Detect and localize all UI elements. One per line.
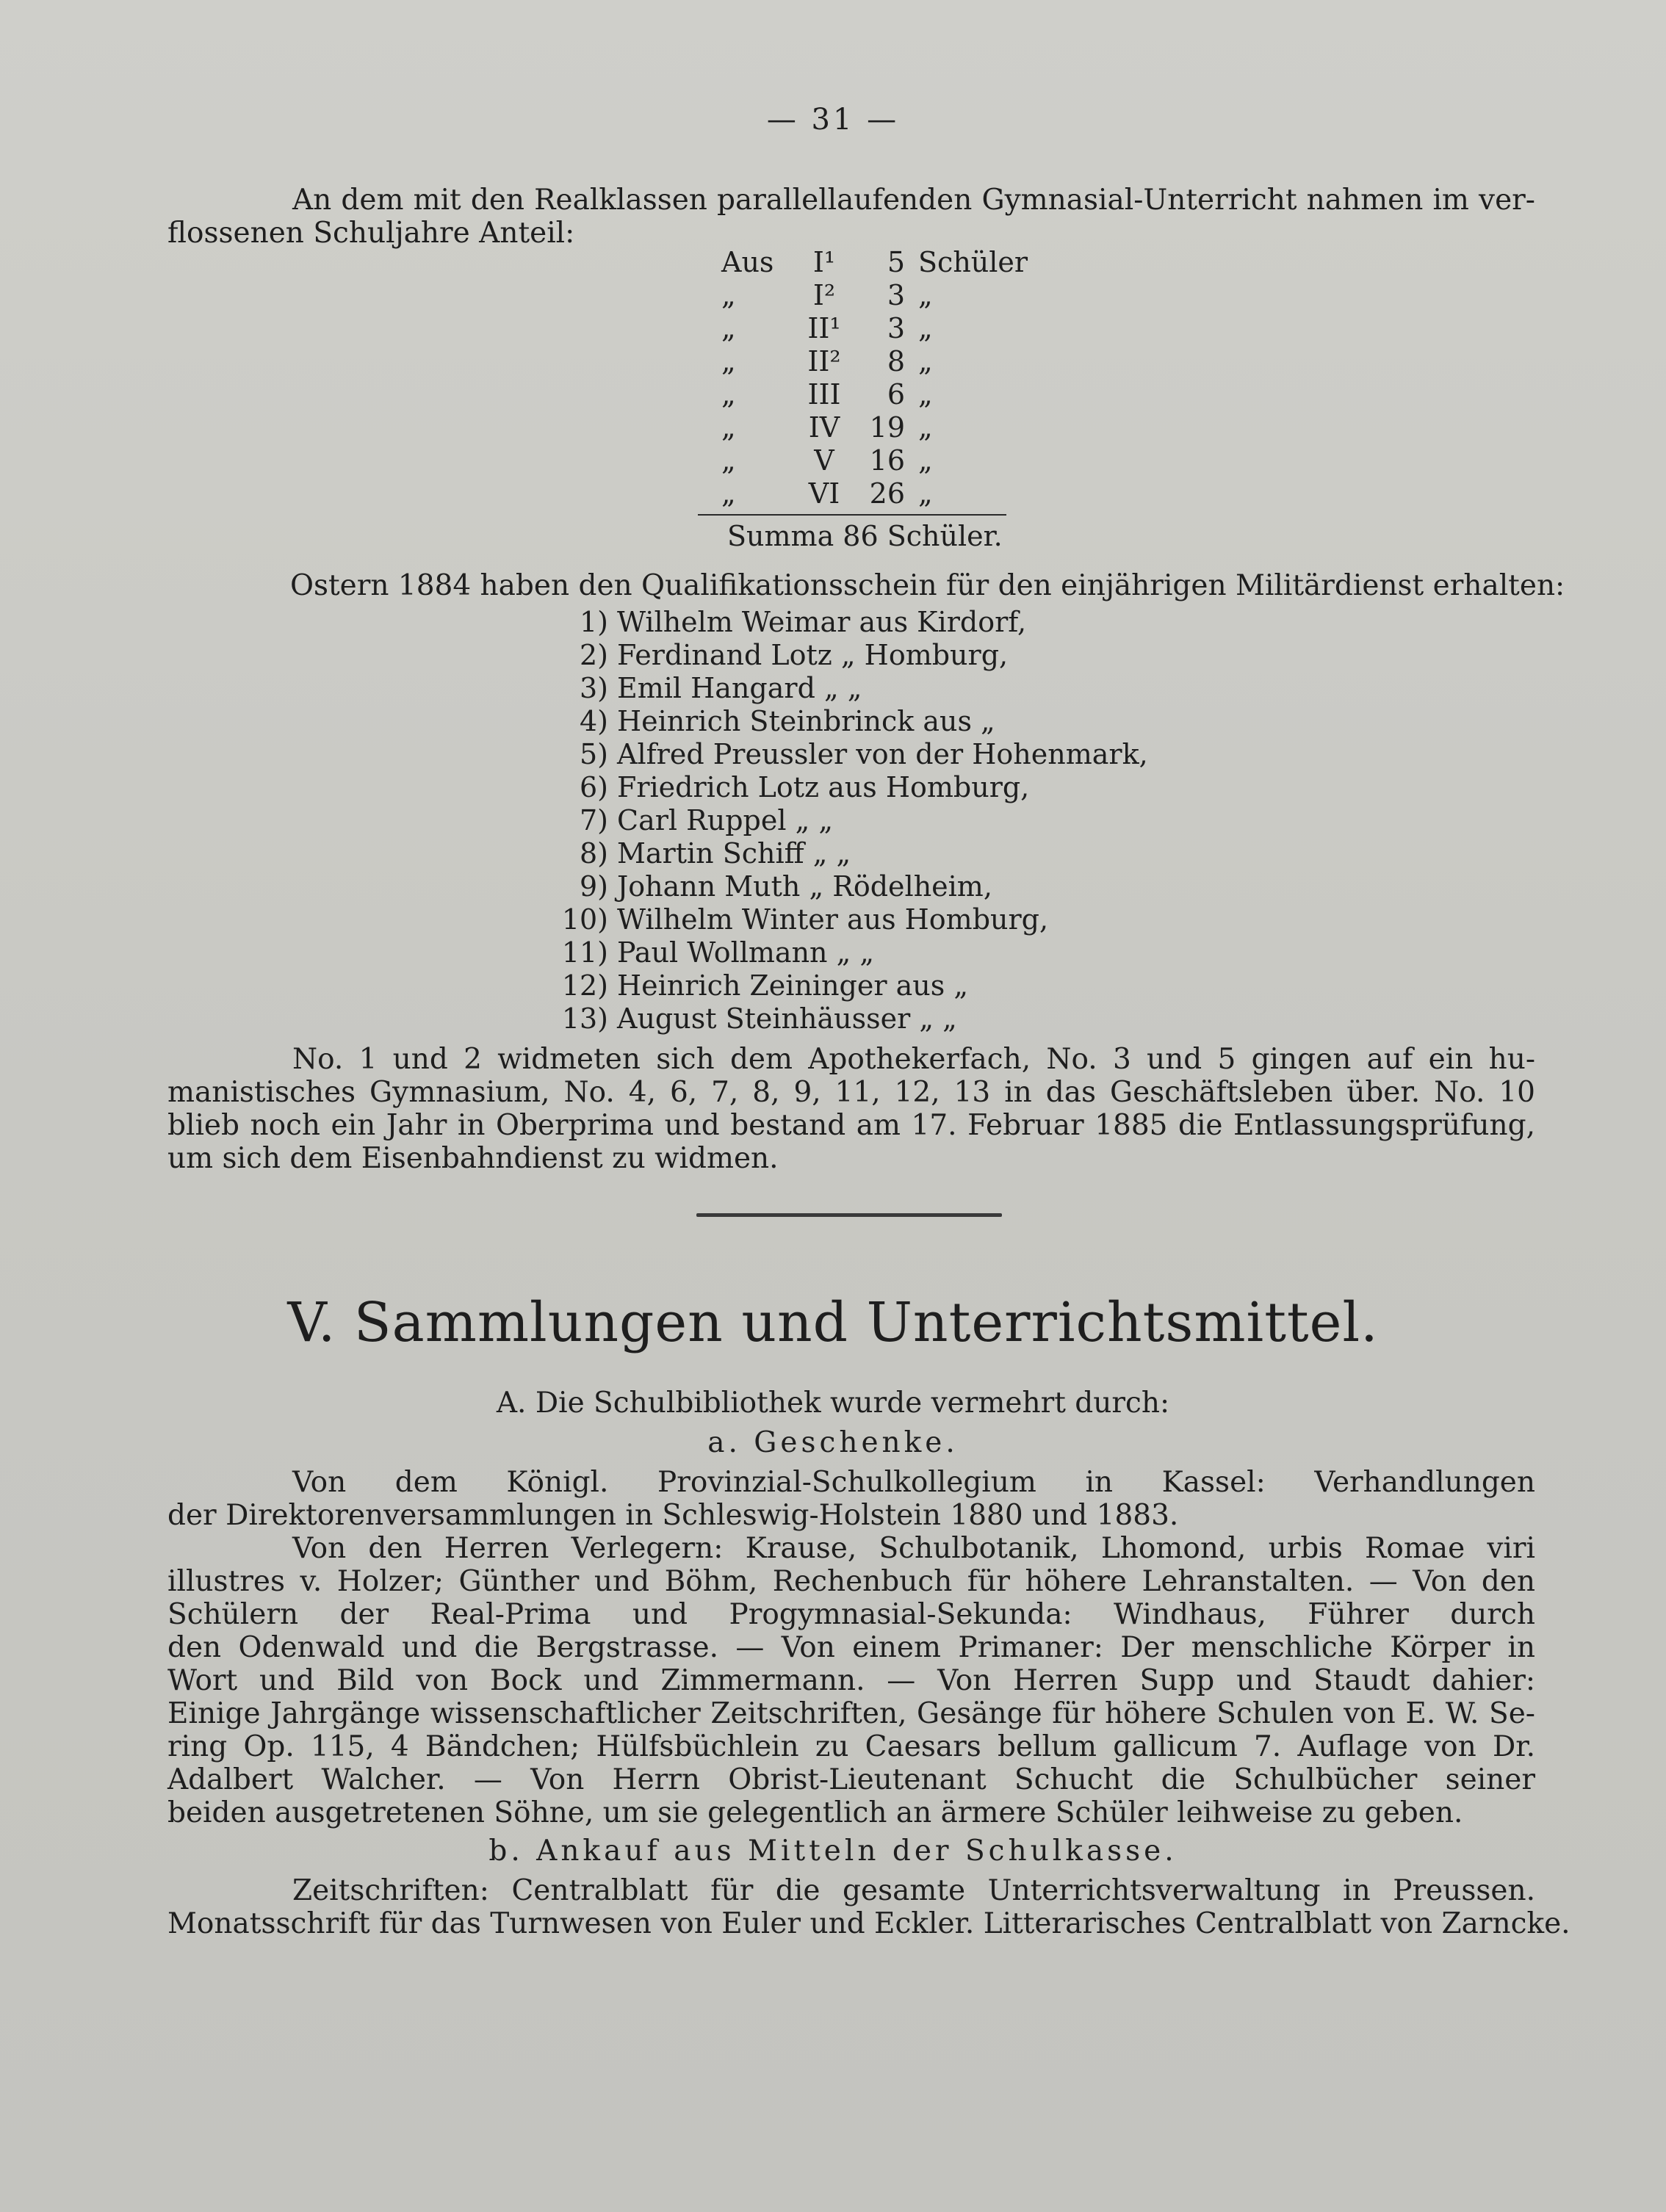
table-cell: „: [721, 345, 736, 377]
outcome-paragraph: [167, 1043, 1535, 1175]
subsection-heading-gifts: a. Geschenke.: [707, 1426, 959, 1459]
gifts-paragraph: [167, 1466, 1535, 1829]
purchases-paragraph: [167, 1874, 1571, 1940]
list-text: Heinrich Zeininger aus „: [617, 969, 969, 1002]
table-cell: „: [918, 345, 933, 377]
list-text: Alfred Preussler von der Hohenmark,: [617, 738, 1148, 770]
table-cell: „: [721, 477, 736, 510]
table-cell: „: [721, 411, 736, 444]
list-text: Heinrich Steinbrinck aus „: [617, 705, 995, 737]
section-divider: [696, 1213, 1002, 1217]
table-cell: „: [721, 444, 736, 477]
table-cell: II²: [807, 345, 841, 377]
gifts-line: Von dem Königl. Provinzial-Schulkollegium in Kassel: Verhandlungen: [292, 1466, 1535, 1499]
purchases-line: Zeitschriften: Centralblatt für die gesamte Unterrichtsverwaltung in Preussen.: [292, 1874, 1535, 1907]
subsection-heading-purchases: b. Ankauf aus Mitteln der Schulkasse.: [488, 1835, 1178, 1868]
table-cell: 19: [869, 411, 905, 444]
gifts-line: Adalbert Walcher. — Von Herrn Obrist-Lieutenant Schucht die Schulbücher seiner: [167, 1763, 1535, 1796]
list-number: 2): [579, 639, 608, 671]
table-cell: „: [721, 378, 736, 411]
gifts-line: Schülern der Real-Prima und Progymnasial-Sekunda: Windhaus, Führer durch: [167, 1598, 1535, 1631]
table-cell: 6: [887, 378, 905, 411]
gifts-line: illustres v. Holzer; Günther und Böhm, Rechenbuch für höhere Lehranstalten. — Von den: [167, 1565, 1535, 1598]
table-cell: 5: [887, 246, 905, 278]
gifts-line: Von den Herren Verlegern: Krause, Schulbotanik, Lhomond, urbis Romae viri: [292, 1532, 1535, 1565]
list-text: Johann Muth „ Rödelheim,: [617, 870, 992, 903]
outcome-line: blieb noch ein Jahr in Oberprima und bestand am 17. Februar 1885 die Entlassungsprüfung,: [167, 1109, 1535, 1142]
table-cell: „: [918, 279, 933, 311]
intro-paragraph: [167, 184, 1535, 250]
gifts-line: der Direktorenversammlungen in Schleswig-Holstein 1880 und 1883.: [167, 1499, 1179, 1532]
table-cell: IV: [808, 411, 840, 444]
table-cell: 8: [887, 345, 905, 377]
gifts-line: den Odenwald und die Bergstrasse. — Von einem Primaner: Der menschliche Körper in: [167, 1631, 1535, 1664]
list-number: 9): [579, 870, 608, 903]
gifts-line: Wort und Bild von Bock und Zimmermann. — Von Herren Supp und Staudt dahier:: [167, 1664, 1535, 1697]
table-cell: „: [918, 411, 933, 444]
section-heading: V. Sammlungen und Unterrichtsmittel.: [287, 1291, 1379, 1354]
list-number: 11): [561, 936, 608, 969]
page-number: — 31 —: [766, 103, 900, 137]
table-cell: Schüler: [918, 246, 1028, 278]
list-text: Emil Hangard „ „: [617, 672, 862, 704]
table-cell: I¹: [812, 246, 836, 278]
table-cell: II¹: [807, 312, 841, 344]
table-cell: „: [721, 279, 736, 311]
intro-line: flossenen Schuljahre Anteil:: [167, 217, 575, 250]
list-text: Paul Wollmann „ „: [617, 936, 875, 969]
list-text: Martin Schiff „ „: [617, 837, 851, 870]
qualification-intro: [290, 569, 1565, 602]
outcome-line: No. 1 und 2 widmeten sich dem Apothekerfach, No. 3 und 5 gingen auf ein hu-: [292, 1043, 1535, 1076]
list-number: 12): [561, 969, 608, 1002]
table-cell: I²: [812, 279, 836, 311]
list-number: 6): [579, 771, 608, 803]
purchases-line: Monatsschrift für das Turnwesen von Euler und Eckler. Litterarisches Centralblatt von Zarncke.: [167, 1907, 1571, 1940]
list-number: 7): [579, 804, 608, 836]
table-cell: „: [918, 312, 933, 344]
table-cell: III: [807, 378, 841, 411]
table-cell: 16: [869, 444, 905, 477]
table-cell: „: [918, 378, 933, 411]
table-cell: 3: [887, 312, 905, 344]
list-text: Friedrich Lotz aus Homburg,: [617, 771, 1030, 803]
outcome-line: manistisches Gymnasium, No. 4, 6, 7, 8, 9, 11, 12, 13 in das Geschäftsleben über. No. 10: [167, 1076, 1535, 1109]
subsection-heading-a: A. Die Schulbibliothek wurde vermehrt durch:: [496, 1387, 1170, 1420]
table-cell: 3: [887, 279, 905, 311]
list-number: 8): [579, 837, 608, 870]
intro-line: An dem mit den Realklassen parallellaufenden Gymnasial-Unterricht nahmen im ver-: [292, 184, 1535, 217]
list-number: 10): [561, 903, 608, 936]
list-number: 5): [579, 738, 608, 770]
list-text: Carl Ruppel „ „: [617, 804, 834, 836]
sum-rule: [698, 514, 1006, 516]
table-cell: VI: [808, 477, 840, 510]
list-number: 4): [579, 705, 608, 737]
list-number: 3): [579, 672, 608, 704]
table-cell: V: [814, 444, 834, 477]
gifts-line: Einige Jahrgänge wissenschaftlicher Zeitschriften, Gesänge für höhere Schulen von E. W. Se-: [167, 1697, 1535, 1730]
list-text: Wilhelm Weimar aus Kirdorf,: [617, 606, 1027, 638]
table-cell: Aus: [721, 246, 774, 278]
table-cell: „: [918, 444, 933, 477]
list-text: Wilhelm Winter aus Homburg,: [617, 903, 1049, 936]
gifts-line: beiden ausgetretenen Söhne, um sie gelegentlich an ärmere Schüler leihweise zu geben.: [167, 1796, 1463, 1829]
qualification-line: Ostern 1884 haben den Qualifikationsschein für den einjährigen Militärdienst erhalten:: [290, 569, 1565, 602]
table-cell: „: [721, 312, 736, 344]
list-text: August Steinhäusser „ „: [617, 1002, 957, 1035]
gifts-line: ring Op. 115, 4 Bändchen; Hülfsbüchlein zu Caesars bellum gallicum 7. Auflage von Dr.: [167, 1730, 1535, 1763]
outcome-line: um sich dem Eisenbahndienst zu widmen.: [167, 1142, 779, 1175]
list-number: 1): [579, 606, 608, 638]
table-total: Summa 86 Schüler.: [727, 520, 1003, 552]
list-number: 13): [561, 1002, 608, 1035]
table-cell: 26: [869, 477, 905, 510]
table-cell: „: [918, 477, 933, 510]
list-text: Ferdinand Lotz „ Homburg,: [617, 639, 1009, 671]
